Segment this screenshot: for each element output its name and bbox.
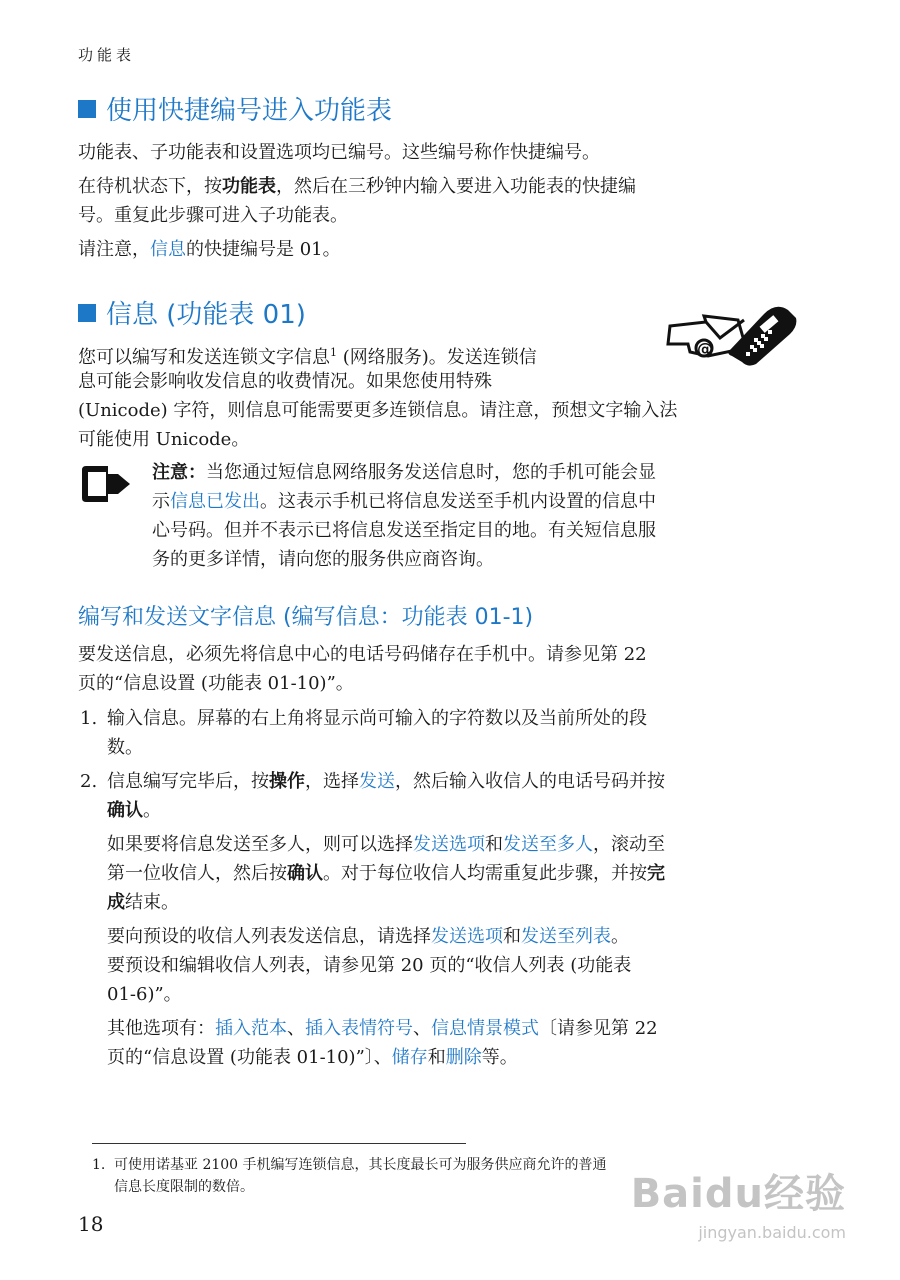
menu-name-delete: 删除 xyxy=(445,1047,482,1068)
menu-name-messages: 信息 xyxy=(150,239,186,260)
list-subparagraph-cont: 01-6)”。 xyxy=(107,984,182,1005)
list-number: 2. xyxy=(80,771,98,792)
paragraph: 要发送信息，必须先将信息中心的电话号码储存在手机中。请参见第 22 xyxy=(78,644,647,665)
footnote-ref: 1 xyxy=(330,346,337,359)
softkey-done: 成 xyxy=(107,892,125,913)
watermark xyxy=(631,1162,846,1242)
list-subparagraph-cont: 要预设和编辑收信人列表，请参见第 20 页的“收信人列表 (功能表 xyxy=(107,955,632,976)
list-item-cont: 确认。 xyxy=(107,800,161,821)
section-heading-shortcuts xyxy=(78,90,392,127)
list-item: 输入信息。屏幕的右上角将显示尚可输入的字符数以及当前所处的段 xyxy=(107,708,647,729)
list-subparagraph-cont: 页的“信息设置 (功能表 01-10)”〕、储存和删除等。 xyxy=(107,1047,518,1068)
heading-bullet-icon xyxy=(78,100,96,118)
watermark-url: jingyan.baidu.com xyxy=(698,1223,846,1242)
paragraph-cont: 息可能会影响收发信息的收费情况。如果您使用特殊 xyxy=(78,371,492,392)
paragraph-cont: 页的“信息设置 (功能表 01-10)”。 xyxy=(78,673,354,694)
note-text: 心号码。但并不表示已将信息发送至指定目的地。有关短信息服 xyxy=(152,520,656,541)
note-text: 务的更多详情，请向您的服务供应商咨询。 xyxy=(152,549,494,570)
menu-name-save: 储存 xyxy=(391,1047,428,1068)
menu-name-send-list: 发送至列表 xyxy=(521,926,611,947)
watermark-logo: Baidu经验 xyxy=(630,1171,846,1217)
menu-name-send: 发送 xyxy=(359,771,395,792)
paragraph-cont: 可能使用 Unicode。 xyxy=(78,429,250,450)
menu-name-insert-smiley: 插入表情符号 xyxy=(305,1018,413,1039)
message-phone-icon xyxy=(664,304,800,368)
footnote-divider xyxy=(92,1143,466,1144)
section-heading-messages xyxy=(78,294,306,331)
footnote-number: 1. xyxy=(92,1157,106,1173)
paragraph: 在待机状态下，按功能表，然后在三秒钟内输入要进入功能表的快捷编 xyxy=(78,176,636,197)
list-item: 信息编写完毕后，按操作，选择发送，然后输入收信人的电话号码并按 xyxy=(107,771,665,792)
menu-name-send-multiple: 发送至多人 xyxy=(503,834,593,855)
list-subparagraph-cont: 第一位收信人，然后按确认。对于每位收信人均需重复此步骤，并按完 xyxy=(107,863,665,884)
heading-bullet-icon xyxy=(78,304,96,322)
note-text: 示信息已发出。这表示手机已将信息发送至手机内设置的信息中 xyxy=(152,491,656,512)
softkey-ok: 确认 xyxy=(107,800,143,821)
paragraph: 请注意，信息的快捷编号是 01。 xyxy=(78,239,341,260)
section-heading-text: 使用快捷编号进入功能表 xyxy=(106,96,393,126)
page-number: 18 xyxy=(78,1212,104,1236)
list-subparagraph: 要向预设的收信人列表发送信息，请选择发送选项和发送至列表。 xyxy=(107,926,629,947)
menu-name-message-profile: 信息情景模式 xyxy=(431,1018,539,1039)
note-hand-icon xyxy=(78,464,134,504)
menu-name-insert-template: 插入范本 xyxy=(215,1018,287,1039)
list-number: 1. xyxy=(80,708,98,729)
paragraph: 功能表、子功能表和设置选项均已编号。这些编号称作快捷编号。 xyxy=(78,142,600,163)
softkey-options: 操作 xyxy=(269,771,305,792)
list-subparagraph: 如果要将信息发送至多人，则可以选择发送选项和发送至多人，滚动至 xyxy=(107,834,665,855)
paragraph: 您可以编写和发送连锁文字信息$^1$ (网络服务)。发送连锁信 xyxy=(78,346,537,368)
menu-name-send-options: 发送选项 xyxy=(413,834,485,855)
list-subparagraph: 其他选项有：插入范本、插入表情符号、信息情景模式〔请参见第 22 xyxy=(107,1018,658,1039)
note-text: 注意：当您通过短信息网络服务发送信息时，您的手机可能会显 xyxy=(152,462,656,483)
footnote-text: 可使用诺基亚 2100 手机编写连锁信息，其长度最长可为服务供应商允许的普通 xyxy=(114,1157,607,1173)
softkey-menu: 功能表 xyxy=(222,176,276,197)
running-header: 功能表 xyxy=(78,46,136,64)
paragraph-cont: 号。重复此步骤可进入子功能表。 xyxy=(78,205,348,226)
footnote-text-cont: 信息长度限制的数倍。 xyxy=(114,1179,254,1195)
svg-text:@: @ xyxy=(697,339,713,358)
paragraph-cont: (Unicode) 字符，则信息可能需要更多连锁信息。请注意，预想文字输入法 xyxy=(78,400,678,421)
list-item-cont: 数。 xyxy=(107,737,143,758)
screen-text-message-sent: 信息已发出 xyxy=(170,491,260,512)
menu-name-send-options: 发送选项 xyxy=(431,926,503,947)
list-subparagraph-cont: 成结束。 xyxy=(107,892,179,913)
note-label: 注意： xyxy=(152,462,206,483)
softkey-done: 完 xyxy=(647,863,665,884)
subsection-heading-write-send: 编写和发送文字信息 (编写信息：功能表 01-1) xyxy=(78,605,534,630)
softkey-ok: 确认 xyxy=(287,863,323,884)
section-heading-text: 信息 (功能表 01) xyxy=(106,300,306,330)
